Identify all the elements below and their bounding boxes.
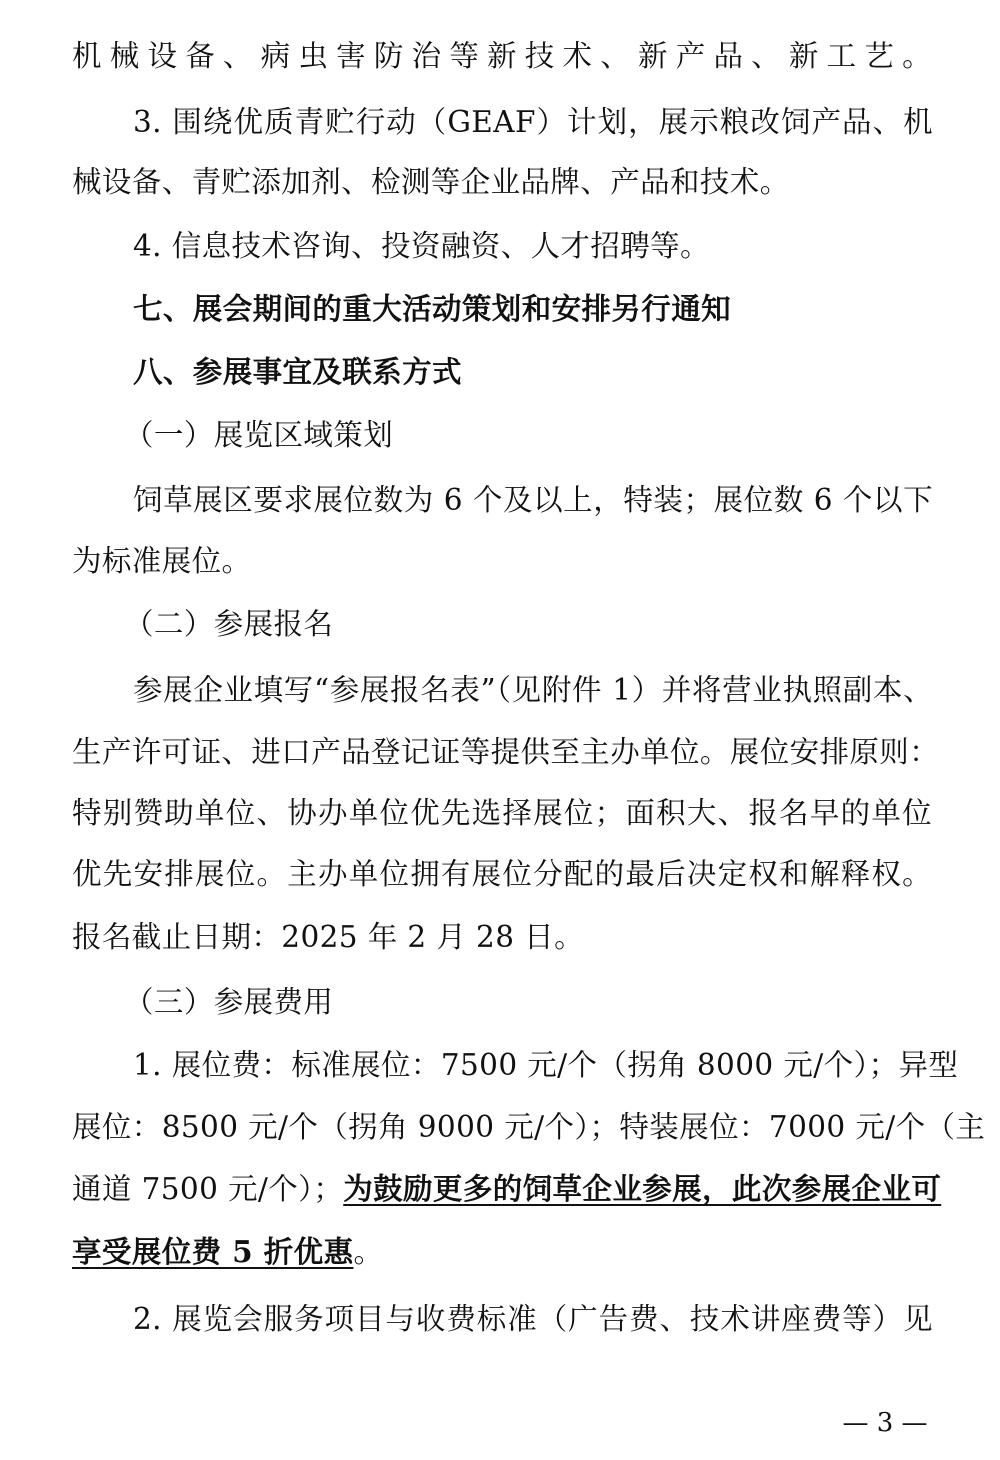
text-line: 饲草展区要求展位数为 6 个及以上，特装；展位数 6 个以下 [133, 483, 933, 517]
text-line: 械设备、青贮添加剂、检测等企业品牌、产品和技术。 [72, 165, 790, 199]
fee-text: 通道 7500 元/个）； [72, 1172, 344, 1206]
text-line: 生产许可证、进口产品登记证等提供至主办单位。展位安排原则： [72, 735, 940, 769]
discount-highlight: 为鼓励更多的饲草企业参展，此次参展企业可 [343, 1171, 942, 1206]
section-heading-7: 七、展会期间的重大活动策划和安排另行通知 [133, 291, 732, 326]
fee-line [72, 1230, 932, 1274]
subsection-heading-1: （一）展览区域策划 [124, 418, 394, 452]
subsection-heading-2: （二）参展报名 [124, 607, 334, 641]
list-item-2: 2. 展览会服务项目与收费标准（广告费、技术讲座费等）见 [133, 1302, 933, 1336]
registration-deadline: 报名截止日期：2025 年 2 月 28 日。 [72, 920, 584, 954]
text-line: 为标准展位。 [72, 544, 252, 578]
text-line: 机械设备、病虫害防治等新技术、新产品、新工艺。 [72, 39, 932, 73]
page-number: — 3 — [842, 1408, 928, 1438]
text-line: 特别赞助单位、协办单位优先选择展位；面积大、报名早的单位 [72, 796, 932, 830]
list-item-3: 3. 围绕优质青贮行动（GEAF）计划，展示粮改饲产品、机 [133, 105, 933, 139]
subsection-heading-3: （三）参展费用 [124, 985, 334, 1019]
discount-highlight: 享受展位费 5 折优惠 [72, 1234, 354, 1269]
text-line: 参展企业填写“参展报名表”（见附件 1）并将营业执照副本、 [133, 673, 933, 707]
section-heading-8: 八、参展事宜及联系方式 [133, 354, 462, 389]
fee-line [72, 1167, 942, 1211]
fee-text: 。 [353, 1235, 384, 1269]
text-line: 优先安排展位。主办单位拥有展位分配的最后决定权和解释权。 [72, 857, 932, 891]
fee-line: 展位：8500 元/个（拐角 9000 元/个）；特装展位：7000 元/个（主 [72, 1110, 986, 1144]
list-item-4: 4. 信息技术咨询、投资融资、人才招聘等。 [133, 229, 710, 263]
fee-line: 1. 展位费：标准展位：7500 元/个（拐角 8000 元/个）；异型 [133, 1048, 959, 1082]
